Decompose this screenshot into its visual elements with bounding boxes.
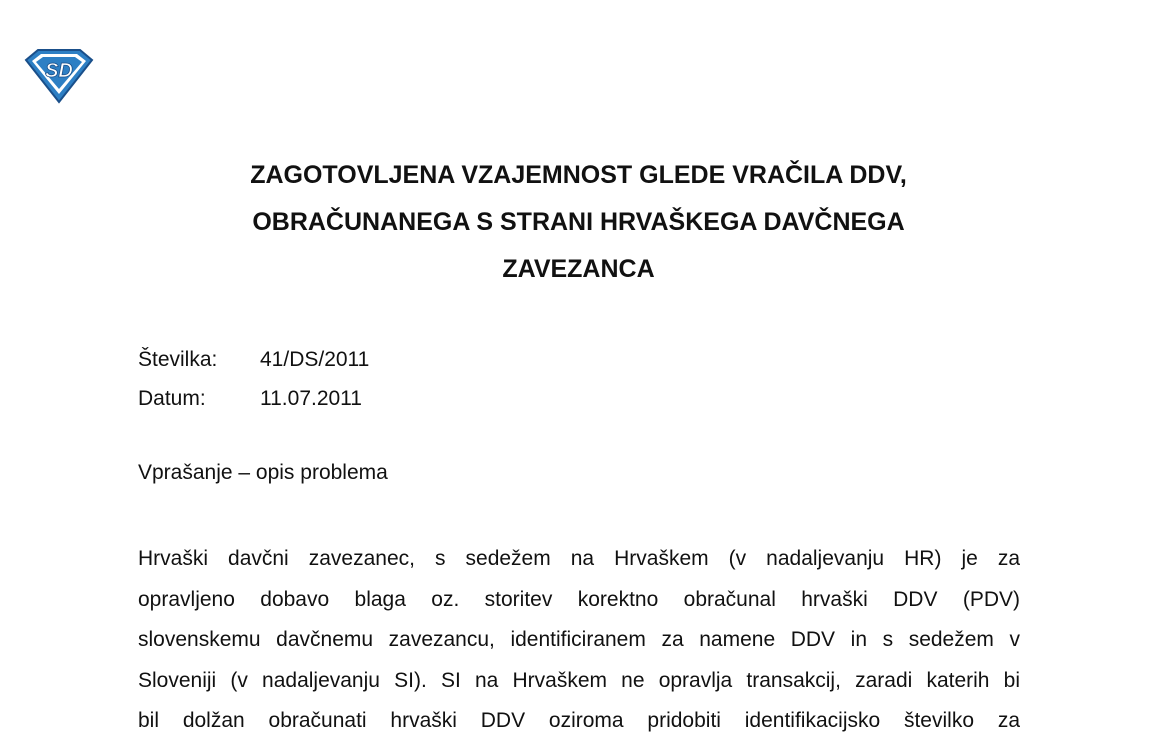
document-meta [138, 340, 369, 418]
body-line-4: Sloveniji (v nadaljevanju SI). SI na Hrvaškem ne opravlja transakcij, zaradi katerih bi [138, 668, 1020, 692]
date-value: 11.07.2011 [260, 387, 362, 410]
meta-date-row [138, 379, 369, 418]
shield-logo-icon [22, 48, 96, 104]
body-line-1: Hrvaški davčni zavezanec, s sedežem na Hrvaškem (v nadaljevanju HR) je za [138, 547, 1020, 570]
logo-text: SD [45, 60, 73, 82]
title-line-3: ZAVEZANCA [502, 255, 655, 283]
number-label: Številka: [138, 348, 218, 371]
body-line-3: slovenskemu davčnemu zavezancu, identificiranem za namene DDV in s sedežem v [138, 628, 1020, 651]
body-paragraph [138, 539, 1020, 742]
document-title [0, 152, 1157, 293]
body-line-2: opravljeno dobavo blaga oz. storitev korektno obračunal hrvaški DDV (PDV) [138, 587, 1020, 611]
body-line-5: bil dolžan obračunati hrvaški DDV oziroma pridobiti identifikacijsko številko za [138, 709, 1020, 732]
date-label: Datum: [138, 387, 206, 410]
title-line-1: ZAGOTOVLJENA VZAJEMNOST GLEDE VRAČILA DDV, [250, 161, 907, 189]
number-value: 41/DS/2011 [260, 348, 370, 371]
meta-number-row [138, 340, 369, 379]
company-logo [22, 48, 96, 104]
section-heading: Vprašanje – opis problema [138, 461, 388, 484]
title-line-2: OBRAČUNANEGA S STRANI HRVAŠKEGA DAVČNEGA [252, 208, 905, 236]
